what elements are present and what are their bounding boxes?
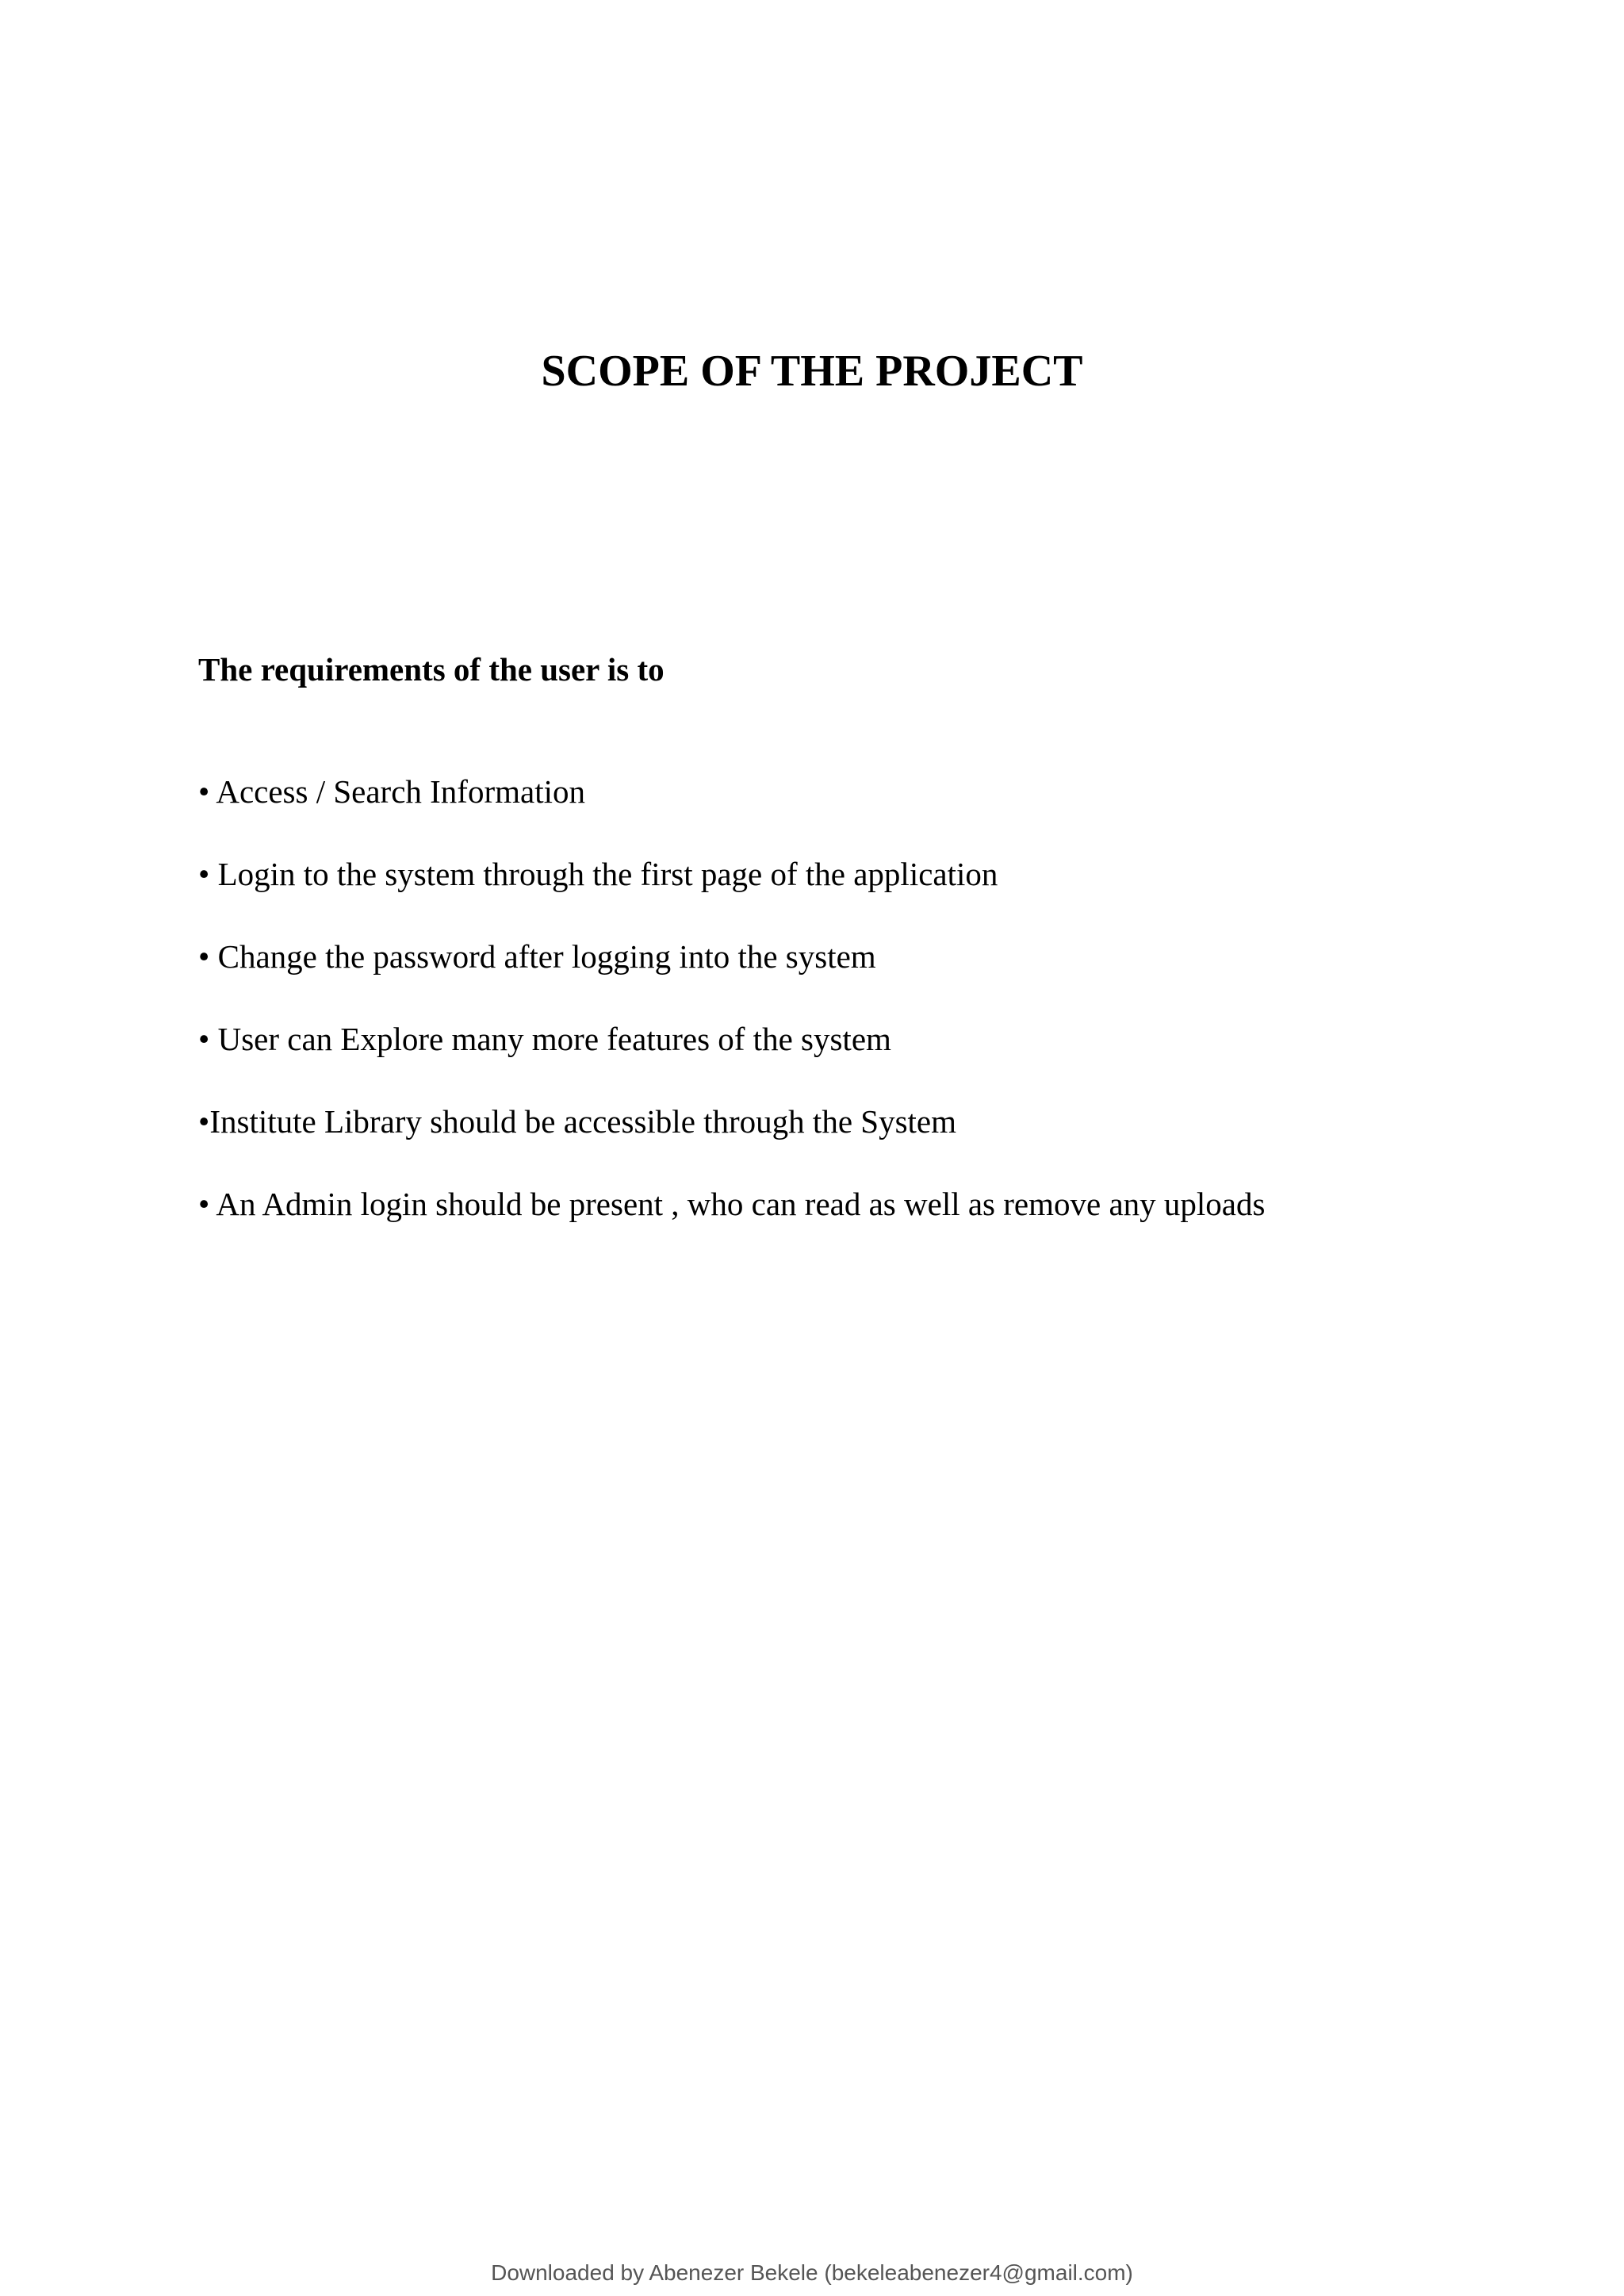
- requirement-item: • User can Explore many more features of the system: [198, 1021, 891, 1057]
- requirement-item: • An Admin login should be present , who can read as well as remove any uploads: [198, 1186, 1266, 1222]
- download-footer: Downloaded by Abenezer Bekele (bekeleabenezer4@gmail.com): [491, 2260, 1133, 2285]
- page-title: SCOPE OF THE PROJECT: [541, 347, 1083, 396]
- requirement-item: •Institute Library should be accessible through the System: [198, 1103, 957, 1140]
- requirement-item: • Login to the system through the first page of the application: [198, 856, 998, 892]
- requirements-intro: The requirements of the user is to: [198, 651, 665, 688]
- requirement-item: • Access / Search Information: [198, 773, 585, 810]
- requirements-list: [198, 769, 1265, 1264]
- requirement-item: • Change the password after logging into the system: [198, 938, 876, 975]
